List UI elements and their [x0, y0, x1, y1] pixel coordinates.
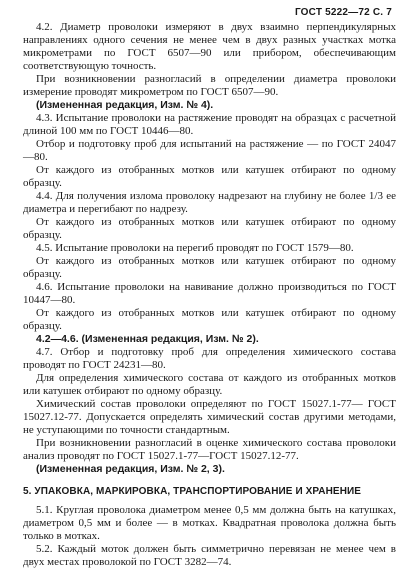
paragraph-4-3: 4.3. Испытание проволоки на растяжение проводят на образцах с расчетной длиной 100 мм по ГОСТ 10446—80. [23, 112, 396, 137]
paragraph-5-1: 5.1. Круглая проволока диаметром менее 0,5 мм должна быть на катушках, диаметром 0,5 мм и более — в мотках. Квадратная проволока должна быть только в мотках. [23, 504, 396, 542]
paragraph-4-4-sample: От каждого из отобранных мотков или катушек отбирают по одному образцу. [23, 216, 396, 241]
paragraph-4-7: 4.7. Отбор и подготовку проб для определения химического состава проводят по ГОСТ 24231—80. [23, 346, 396, 371]
document-body [23, 21, 396, 569]
paragraph-4-7-dispute: При возникновении разногласий в оценке химического состава проволоки анализ проводят по ГОСТ 15027.1-77—ГОСТ 15027.12-77. [23, 437, 396, 462]
paragraph-4-6-sample: От каждого из отобранных мотков или катушек отбирают по одному образцу. [23, 307, 396, 332]
paragraph-4-2-dispute: При возникновении разногласий в определении диаметра проволоки измерение проводят микрометром по ГОСТ 6507—90. [23, 73, 396, 98]
paragraph-4-5-sample: От каждого из отобранных мотков или катушек отбирают по одному образцу. [23, 255, 396, 280]
edit-note-text: (Измененная редакция, Изм. № 4). [36, 99, 214, 111]
paragraph-4-7-sample: Для определения химического состава от каждого из отобранных мотков или катушек отбирают по одному образцу. [23, 372, 396, 397]
paragraph-5-2: 5.2. Каждый моток должен быть симметрично перевязан не менее чем в двух местах проволокой по ГОСТ 3282—74. [23, 543, 396, 568]
paragraph-4-5: 4.5. Испытание проволоки на перегиб проводят по ГОСТ 1579—80. [36, 242, 354, 254]
paragraph-4-6: 4.6. Испытание проволоки на навивание должно производиться по ГОСТ 10447—80. [23, 281, 396, 306]
edit-note [23, 333, 396, 346]
edit-note-text: 4.2—4.6. (Измененная редакция, Изм. № 2). [36, 333, 259, 345]
paragraph-4-3-sample: От каждого из отобранных мотков или катушек отбирают по одному образцу. [23, 164, 396, 189]
paragraph-4-4: 4.4. Для получения излома проволоку надрезают на глубину не более 1/3 ее диаметра и перегибают по надрезу. [23, 190, 396, 215]
paragraph-4-3-sampling: Отбор и подготовку проб для испытаний на растяжение — по ГОСТ 24047—80. [23, 138, 396, 163]
edit-note-text: (Измененная редакция, Изм. № 2, 3). [36, 463, 225, 475]
page-header: ГОСТ 5222—72 С. 7 [294, 7, 392, 18]
section-heading: 5. УПАКОВКА, МАРКИРОВКА, ТРАНСПОРТИРОВАНИЕ И ХРАНЕНИЕ [23, 486, 362, 497]
edit-note [23, 99, 396, 112]
paragraph-4-7-methods: Химический состав проволоки определяют по ГОСТ 15027.1-77— ГОСТ 15027.12-77. Допускается определять химический состав другими методами, не уступающими по точности стандартным. [23, 398, 396, 436]
paragraph-4-2: 4.2. Диаметр проволоки измеряют в двух взаимно перпендикулярных направлениях одного сечения не менее чем в двух разных участках мотка микрометрами по ГОСТ 6507—90 или прибором, обеспечивающим соответствующую точность. [23, 21, 396, 72]
edit-note [23, 463, 396, 476]
